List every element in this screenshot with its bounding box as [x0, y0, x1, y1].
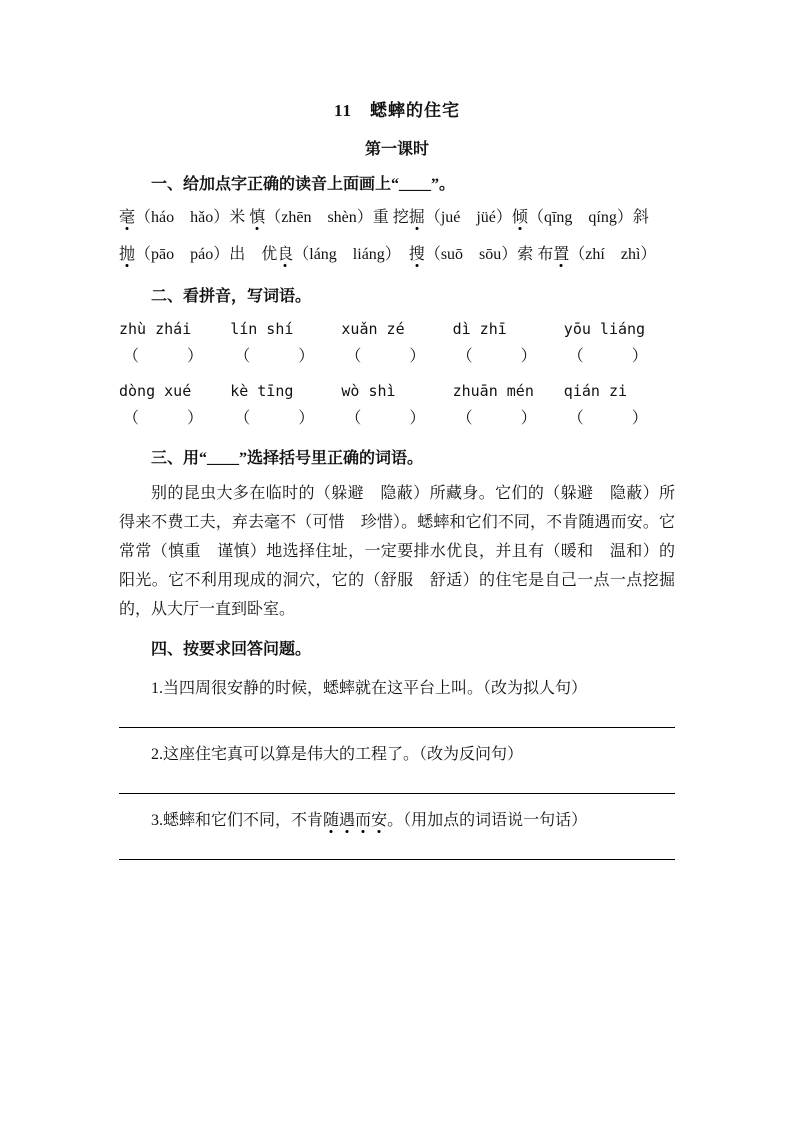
pinyin-row-1	[119, 315, 675, 343]
section-3-paragraph: 别的昆虫大多在临时的（躲避 隐蔽）所藏身。它们的（躲避 隐蔽）所得来不费工夫，弃去毫不（可惜 珍惜）。蟋蟀和它们不同，不肯随遇而安。它常常（慎重 谨慎）地选择住址，一定要排水优良，并且有（暖和 温和）的阳光。它不利用现成的洞穴，它的（舒服 舒适）的住宅是自己一点一点挖掘的，从大厅一直到卧室。	[119, 485, 675, 618]
dotted-character: 而	[355, 812, 372, 829]
answer-blank: （ ）	[345, 410, 426, 427]
pinyin-word: zhuān mén	[452, 382, 534, 400]
blank-row-2	[119, 405, 675, 433]
dotted-character: 遇	[339, 812, 356, 829]
dotted-character: 抛	[119, 246, 136, 263]
dotted-character: 良	[277, 246, 294, 263]
text-segment: （láng liáng）	[293, 246, 409, 263]
section-4-questions	[119, 638, 675, 860]
text-segment: （jué jüé）	[424, 209, 512, 226]
text-segment: （qīng qíng）斜	[527, 209, 649, 226]
pinyin-word: kè tīng	[230, 382, 294, 400]
section-1-line-1	[119, 201, 675, 234]
pinyin-word: yōu liáng	[563, 320, 646, 338]
dotted-character: 安	[371, 812, 388, 829]
text-segment: 。（用加点的词语说一句话）	[387, 812, 588, 829]
dotted-character: 搜	[408, 246, 425, 263]
answer-blank: （ ）	[456, 410, 537, 427]
dotted-character: 置	[553, 246, 570, 263]
text-segment: （háo hǎo）米	[135, 209, 250, 226]
answer-line-2	[119, 766, 675, 794]
dotted-character: 随	[323, 812, 340, 829]
text-segment: （zhí zhì）	[569, 246, 657, 263]
pinyin-row-2	[119, 377, 675, 405]
answer-line-1	[119, 700, 675, 728]
question-2: 2.这座住宅真可以算是伟大的工程了。（改为反问句）	[151, 746, 524, 763]
lesson-subtitle: 第一课时	[364, 141, 429, 158]
dotted-character: 倾	[511, 209, 528, 226]
text-segment: （pāo páo）出 优	[135, 246, 278, 263]
answer-blank: （ ）	[567, 410, 648, 427]
section-1-heading: 一、给加点字正确的读音上面画上“____”。	[151, 176, 456, 193]
pinyin-word: qián zi	[563, 382, 628, 400]
page-title: 11 蟋蟀的住宅	[333, 101, 461, 120]
answer-blank: （ ）	[456, 348, 537, 365]
answer-blank: （ ）	[123, 410, 204, 427]
section-3-word-choice	[119, 447, 675, 624]
question-3	[119, 810, 675, 832]
dotted-character: 毫	[119, 209, 136, 226]
section-3-heading: 三、用“____”选择括号里正确的词语。	[151, 450, 424, 467]
answer-blank: （ ）	[345, 348, 426, 365]
pinyin-word: dì zhī	[452, 320, 507, 338]
section-4-heading: 四、按要求回答问题。	[151, 641, 312, 658]
dotted-character: 掘	[408, 209, 425, 226]
text-segment: （zhēn shèn）重 挖	[265, 209, 409, 226]
answer-blank: （ ）	[234, 348, 315, 365]
section-1-line-2	[119, 238, 675, 271]
text-segment: （suō sōu）索 布	[424, 246, 554, 263]
answer-line-3	[119, 832, 675, 860]
answer-blank: （ ）	[234, 410, 315, 427]
pinyin-word: lín shí	[230, 320, 294, 338]
blank-row-1	[119, 343, 675, 371]
pinyin-word: zhù zhái	[119, 320, 192, 338]
section-1-pronunciation	[119, 173, 675, 271]
answer-blank: （ ）	[123, 348, 204, 365]
dotted-character: 慎	[249, 209, 266, 226]
pinyin-word: xuǎn zé	[341, 320, 405, 338]
question-1: 1.当四周很安静的时候，蟋蟀就在这平台上叫。（改为拟人句）	[151, 680, 588, 697]
pinyin-word: dòng xué	[119, 382, 192, 400]
section-2-pinyin-writing	[119, 285, 675, 433]
text-segment: 3.蟋蟀和它们不同，不肯	[151, 812, 324, 829]
answer-blank: （ ）	[567, 348, 648, 365]
section-2-heading: 二、看拼音，写词语。	[151, 288, 312, 305]
pinyin-word: wò shì	[341, 382, 396, 400]
